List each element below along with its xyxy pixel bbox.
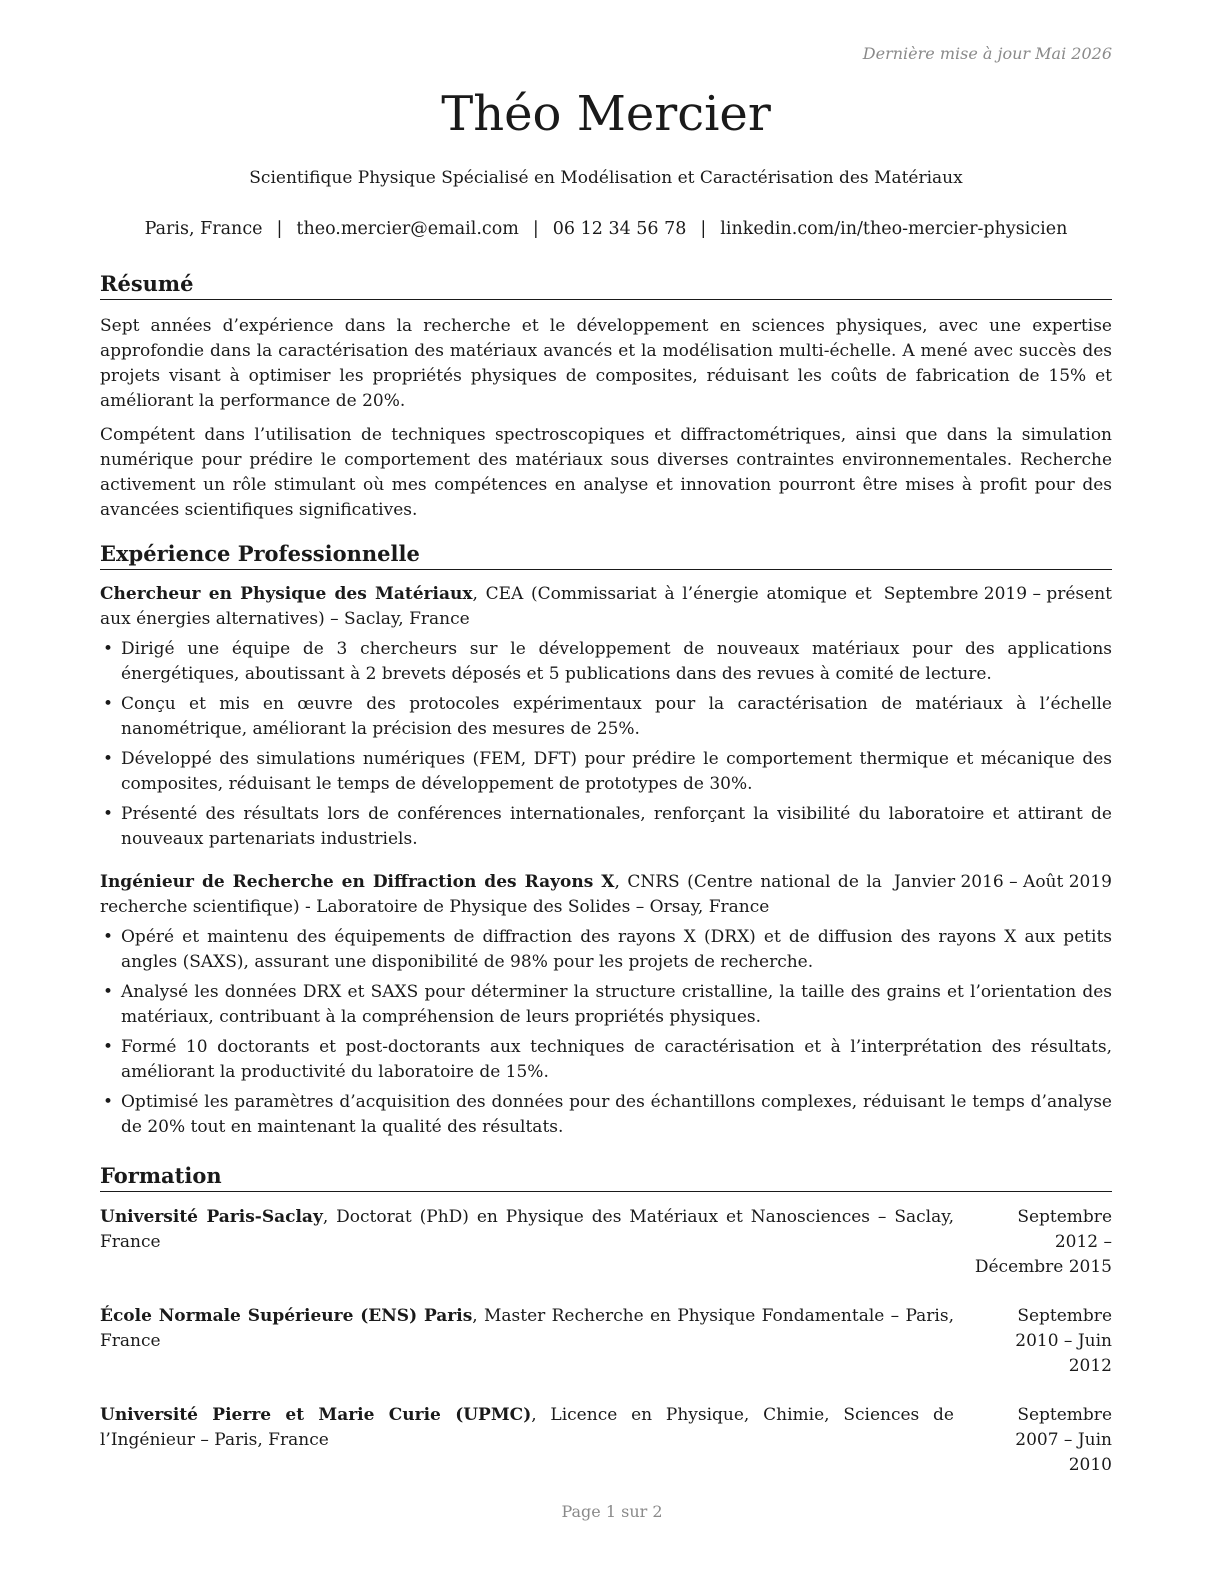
education-school: Université Paris-Saclay (100, 1207, 323, 1227)
list-item (100, 1090, 1112, 1140)
contact-separator: | (532, 219, 539, 239)
list-item (100, 692, 1112, 742)
education-section (100, 1162, 1112, 1478)
job-organization: , CEA (Commissariat à l’énergie atomique et aux énergies alternatives) – Saclay, France (100, 584, 872, 629)
education-school: École Normale Supérieure (ENS) Paris (100, 1306, 473, 1326)
job-entry (100, 870, 1112, 1140)
bullet-icon: • (103, 804, 114, 824)
contact-email[interactable]: theo.mercier@email.com (296, 219, 519, 239)
education-entry (100, 1403, 1112, 1478)
contact-location: Paris, France (144, 219, 263, 239)
job-header (100, 870, 1112, 920)
summary-section (100, 270, 1112, 523)
candidate-name: Théo Mercier (441, 86, 771, 142)
education-entry (100, 1304, 1112, 1379)
last-updated: Dernière mise à jour Mai 2026 (862, 44, 1112, 63)
education-date: Septembre 2007 – Juin 2010 (1015, 1405, 1112, 1475)
section-title-summary: Résumé (100, 270, 1112, 300)
contact-separator: | (700, 219, 707, 239)
candidate-subtitle: Scientifique Physique Spécialisé en Modélisation et Caractérisation des Matériaux (249, 168, 963, 188)
contact-linkedin[interactable]: linkedin.com/in/theo-mercier-physicien (720, 219, 1068, 239)
contact-separator: | (276, 219, 283, 239)
education-date: Septembre 2010 – Juin 2012 (1015, 1306, 1112, 1376)
job-role: Chercheur en Physique des Matériaux (100, 584, 473, 604)
bullet-icon: • (103, 1037, 114, 1057)
bullet-icon: • (103, 694, 114, 714)
education-school: Université Pierre et Marie Curie (UPMC) (100, 1405, 532, 1425)
experience-section (100, 540, 1112, 1145)
bullet-text: Opéré et maintenu des équipements de diffraction des rayons X (DRX) et de diffusion des rayons X aux petits angles (SAXS), assurant une disponibilité de 98% pour les projets de recherche. (121, 927, 1112, 972)
contact-line (100, 219, 1112, 239)
job-bullets (100, 637, 1112, 852)
education-entry (100, 1205, 1112, 1280)
job-date: Janvier 2016 – Août 2019 (893, 872, 1112, 892)
list-item (100, 925, 1112, 975)
page-number: Page 1 sur 2 (561, 1502, 663, 1521)
bullet-text: Conçu et mis en œuvre des protocoles expérimentaux pour la caractérisation de matériaux à l’échelle nanométrique, améliorant la précision des mesures de 25%. (121, 694, 1112, 739)
list-item (100, 1035, 1112, 1085)
bullet-text: Analysé les données DRX et SAXS pour déterminer la structure cristalline, la taille des grains et l’orientation des matériaux, contribuant à la compréhension de leurs propriétés physiques. (121, 982, 1112, 1027)
bullet-icon: • (103, 1092, 114, 1112)
bullet-icon: • (103, 982, 114, 1002)
job-entry (100, 582, 1112, 852)
job-role: Ingénieur de Recherche en Diffraction des Rayons X (100, 872, 615, 892)
education-detail: , Master Recherche en Physique Fondamentale – Paris, France (100, 1306, 954, 1351)
bullet-text: Optimisé les paramètres d’acquisition des données pour des échantillons complexes, réduisant le temps d’analyse de 20% tout en maintenant la qualité des résultats. (121, 1092, 1112, 1137)
bullet-text: Dirigé une équipe de 3 chercheurs sur le développement de nouveaux matériaux pour des applications énergétiques, aboutissant à 2 brevets déposés et 5 publications dans des revues à comité de lecture. (121, 639, 1112, 684)
contact-phone: 06 12 34 56 78 (552, 219, 687, 239)
summary-paragraph: Compétent dans l’utilisation de techniques spectroscopiques et diffractométriques, ainsi que dans la simulation numérique pour prédire le comportement des matériaux sous diverses contraintes environnementales. Recherche activement un rôle stimulant où mes compétences en analyse et innovation pourront être mises à profit pour des avancées scientifiques significatives. (100, 425, 1112, 520)
bullet-icon: • (103, 927, 114, 947)
bullet-text: Présenté des résultats lors de conférences internationales, renforçant la visibilité du laboratoire et attirant de nouveaux partenariats industriels. (121, 804, 1112, 849)
bullet-text: Formé 10 doctorants et post-doctorants aux techniques de caractérisation et à l’interprétation des résultats, améliorant la productivité du laboratoire de 15%. (121, 1037, 1112, 1082)
list-item (100, 747, 1112, 797)
job-bullets (100, 925, 1112, 1140)
bullet-icon: • (103, 639, 114, 659)
section-title-experience: Expérience Professionnelle (100, 540, 1112, 570)
education-detail: , Doctorat (PhD) en Physique des Matériaux et Nanosciences – Saclay, France (100, 1207, 954, 1252)
section-title-education: Formation (100, 1162, 1112, 1192)
job-organization: , CNRS (Centre national de la recherche scientifique) - Laboratoire de Physique des Solides – Orsay, France (100, 872, 882, 917)
summary-paragraph: Sept années d’expérience dans la recherche et le développement en sciences physiques, avec une expertise approfondie dans la caractérisation des matériaux avancés et la modélisation multi-échelle. A mené avec succès des projets visant à optimiser les propriétés physiques de composites, réduisant les coûts de fabrication de 15% et améliorant la performance de 20%. (100, 316, 1112, 411)
education-detail: , Licence en Physique, Chimie, Sciences de l’Ingénieur – Paris, France (100, 1405, 954, 1450)
list-item (100, 980, 1112, 1030)
list-item (100, 802, 1112, 852)
list-item (100, 637, 1112, 687)
job-header (100, 582, 1112, 632)
bullet-text: Développé des simulations numériques (FEM, DFT) pour prédire le comportement thermique et mécanique des composites, réduisant le temps de développement de prototypes de 30%. (121, 749, 1112, 794)
bullet-icon: • (103, 749, 114, 769)
job-date: Septembre 2019 – présent (883, 584, 1112, 604)
education-date: Septembre 2012 – Décembre 2015 (974, 1207, 1112, 1277)
